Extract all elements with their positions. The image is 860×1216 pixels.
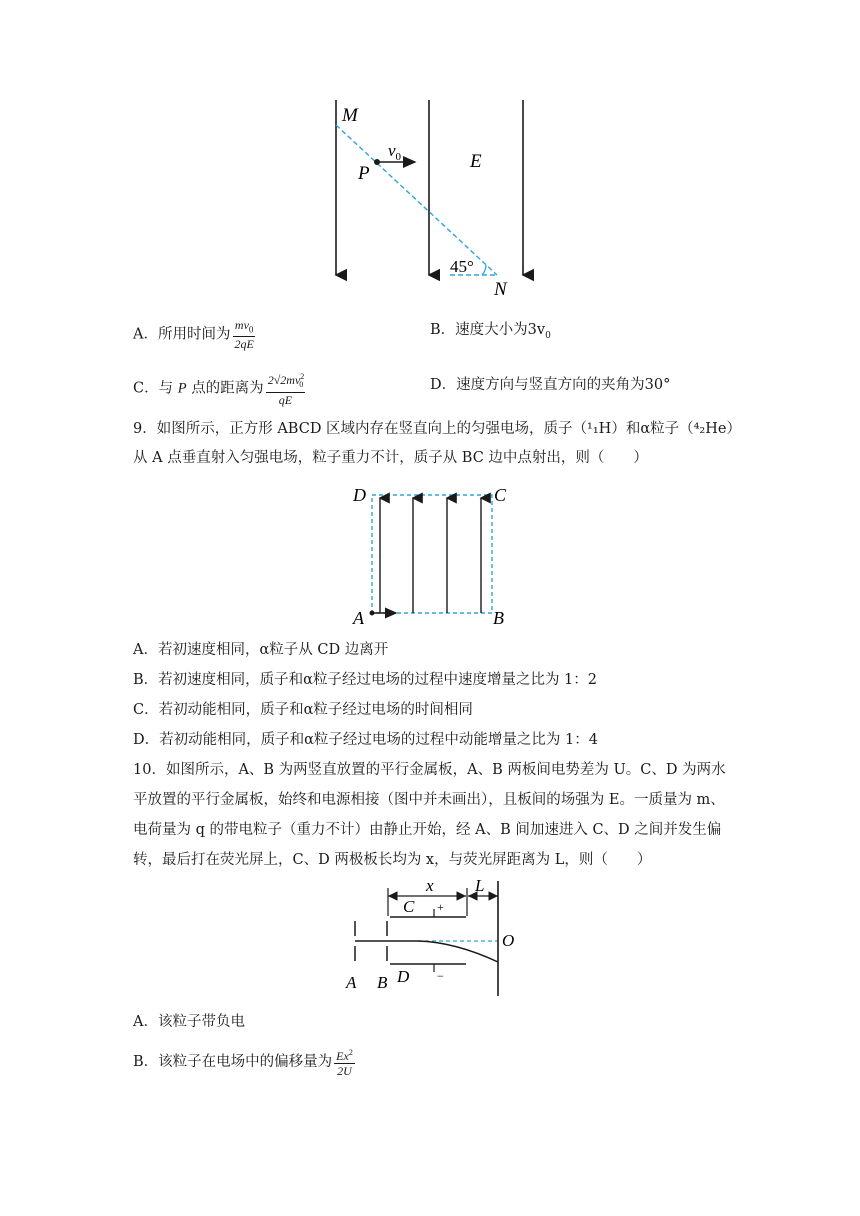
q9-stem-line2: 从 A 点垂直射入匀强电场，粒子重力不计，质子从 BC 边中点射出，则（ ） [133,450,648,466]
figure-square-field [350,484,520,629]
q10-stem-line1: 10．如图所示，A、B 为两竖直放置的平行金属板，A、B 两板间电势差为 U。C、D 为两水 [133,762,726,778]
label-L: L [475,876,485,895]
q9-stem-line1: 9．如图所示，正方形 ABCD 区域内存在竖直向上的匀强电场，质子（¹₁H）和α粒子（⁴₂He） [133,421,741,437]
figure-deflection-plates [340,876,530,998]
angle-arc [482,265,486,275]
q8-option-c: C．与 P 点的距离为 $\frac{2√2mv^2_0}{qE}$ [133,372,305,408]
particle-trajectory [418,941,498,962]
q8-option-b: B．速度大小为$3v_0$ [430,322,551,341]
trajectory-dashed [336,125,497,275]
q9-option-c: C．若初动能相同，质子和α粒子经过电场的时间相同 [133,702,473,718]
q10-option-b: B．该粒子在电场中的偏移量为 $\frac{Ex^2}{2U}$ [133,1048,353,1078]
label-C: C [494,485,507,505]
label-plus: + [437,900,444,914]
label-B: B [377,973,388,992]
q10-option-a: A．该粒子带负电 [133,1014,245,1030]
q10-stem-line3: 电荷量为 q 的带电粒子（重力不计）由静止开始，经 A、B 间加速进入 C、D 之间并发生偏 [133,822,722,838]
q10-stem-line2: 平放置的平行金属板，始终和电源相接（图中并未画出），且板间的场强为 E。一质量为 m、 [133,792,725,808]
q9-option-d: D．若初动能相同，质子和α粒子经过电场的过程中动能增量之比为 1：4 [133,732,598,748]
q8-option-d: D．速度方向与竖直方向的夹角为30° [430,377,671,393]
label-M: M [342,105,358,126]
q9-option-b: B．若初速度相同，质子和α粒子经过电场的过程中速度增量之比为 1：2 [133,672,598,688]
label-N: N [494,279,507,300]
label-E: E [470,151,482,172]
label-angle: 45° [450,257,474,276]
label-D: D [353,485,366,505]
label-A: A [353,608,364,628]
label-x: x [426,876,434,895]
figure-field-plates [320,95,550,300]
square-region [372,495,492,613]
label-minus: − [437,969,444,983]
label-B: B [493,608,504,628]
label-v0: $v_0$ [388,141,402,163]
label-O: O [502,931,515,950]
q10-stem-line4: 转，最后打在荧光屏上，C、D 两极板长均为 x，与荧光屏距离为 L，则（ ） [133,852,652,868]
label-D: D [397,967,410,986]
label-C: C [403,897,415,916]
q8-option-a: A．所用时间为 $\frac{mv_0}{2qE}$ [133,318,254,352]
q9-option-a: A．若初速度相同，α粒子从 CD 边离开 [133,642,389,658]
label-A: A [346,973,357,992]
label-P: P [358,163,370,184]
